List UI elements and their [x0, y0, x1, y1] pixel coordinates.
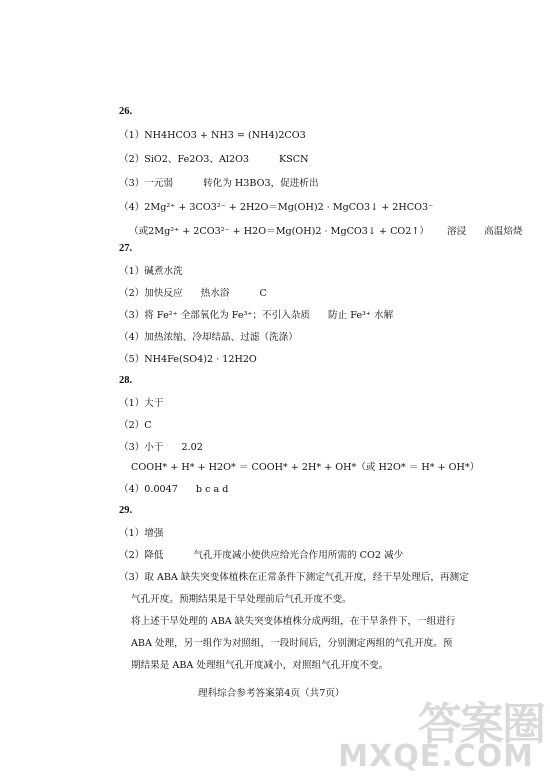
- q26-answer-4-alt-equation: （或2Mg²⁺ + 2CO3²⁻ + H2O＝Mg(OH)2 · MgCO3↓ + CO2↑）: [129, 226, 430, 237]
- q29-answer-2-main: （2）降低: [119, 550, 164, 561]
- question-29-number: 29.: [119, 505, 133, 516]
- q26-answer-3-reason: 转化为 H3BO3，促进析出: [203, 178, 319, 189]
- q27-answer-3-main: （3）将 Fe²⁺ 全部氧化为 Fe³⁺；不引入杂质: [119, 310, 311, 321]
- q26-answer-4-equation: （4）2Mg²⁺ + 3CO3²⁻ + 2H2O＝Mg(OH)2 · MgCO3↓ + 2HCO3⁻: [119, 202, 434, 213]
- q28-answer-3-equation: COOH* + H* + H2O* ＝ COOH* + 2H* + OH*（或 H2O* ＝ H* + OH*）: [131, 462, 480, 473]
- watermark-logo: 答案圈: [418, 699, 544, 750]
- q29-answer-3-line-5: 期结果是 ABA 处理组气孔开度减小，对照组气孔开度不变。: [131, 660, 389, 671]
- question-26-number: 26.: [119, 106, 133, 117]
- q26-answer-2: [119, 154, 309, 166]
- q28-answer-4-options: b c a d: [195, 484, 229, 495]
- q29-answer-3-line-1: （3）取 ABA 缺失突变体植株在正常条件下测定气孔开度，经干旱处理后，再测定: [119, 572, 469, 583]
- page-footer: 理科综合参考答案第4页（共7页）: [198, 688, 345, 699]
- q28-answer-4-value: （4）0.0047: [119, 484, 178, 495]
- question-27-number: 27.: [119, 243, 133, 254]
- q28-answer-3: [119, 442, 203, 454]
- q29-answer-3-line-3: 将上述干旱处理的 ABA 缺失突变体植株分成两组，在干旱条件下，一组进行: [131, 616, 456, 627]
- q26-answer-4-step-2: 高温焙烧: [484, 226, 523, 237]
- q28-answer-3-value: 2.02: [181, 442, 203, 453]
- q26-answer-2-main: （2）SiO2、Fe2O3、Al2O3: [119, 154, 250, 165]
- q26-answer-2-reagent: KSCN: [279, 154, 309, 165]
- watermark-url: MXQE.COM: [338, 739, 534, 774]
- q28-answer-3-main: （3）小于: [119, 442, 164, 453]
- q27-answer-5: （5）NH4Fe(SO4)2 · 12H2O: [119, 354, 257, 365]
- q27-answer-3: [119, 310, 393, 322]
- q28-answer-2: （2）C: [119, 420, 152, 431]
- q27-answer-1: （1）碱煮水洗: [119, 266, 183, 277]
- q26-answer-4-step-1: 溶浸: [447, 226, 467, 237]
- q27-answer-2-method: 热水浴: [200, 288, 230, 299]
- q27-answer-3-reason: 防止 Fe³⁺ 水解: [328, 310, 394, 321]
- q29-answer-3-line-4: ABA 处理，另一组作为对照组，一段时间后，分别测定两组的气孔开度。预: [131, 638, 453, 649]
- q26-answer-1: （1）NH4HCO3 + NH3 = (NH4)2CO3: [119, 130, 306, 141]
- q28-answer-4: [119, 484, 228, 496]
- question-28-number: 28.: [119, 375, 133, 386]
- q29-answer-3-line-2: 气孔开度。预期结果是干旱处理前后气孔开度不变。: [131, 594, 352, 605]
- q28-answer-1: （1）大于: [119, 398, 164, 409]
- q27-answer-2-choice: C: [259, 288, 267, 299]
- q29-answer-2-reason: 气孔开度减小使供应给光合作用所需的 CO2 减少: [193, 550, 404, 561]
- q29-answer-1: （1）增强: [119, 528, 164, 539]
- q27-answer-4: （4）加热浓缩、冷却结晶、过滤（洗涤）: [119, 332, 298, 343]
- watermark: [338, 688, 544, 774]
- q26-answer-3: [119, 178, 319, 190]
- q27-answer-2-main: （2）加快反应: [119, 288, 183, 299]
- q26-answer-3-main: （3）一元弱: [119, 178, 174, 189]
- q26-answer-4-alt: [129, 226, 523, 238]
- q29-answer-2: [119, 550, 403, 562]
- q27-answer-2: [119, 288, 267, 300]
